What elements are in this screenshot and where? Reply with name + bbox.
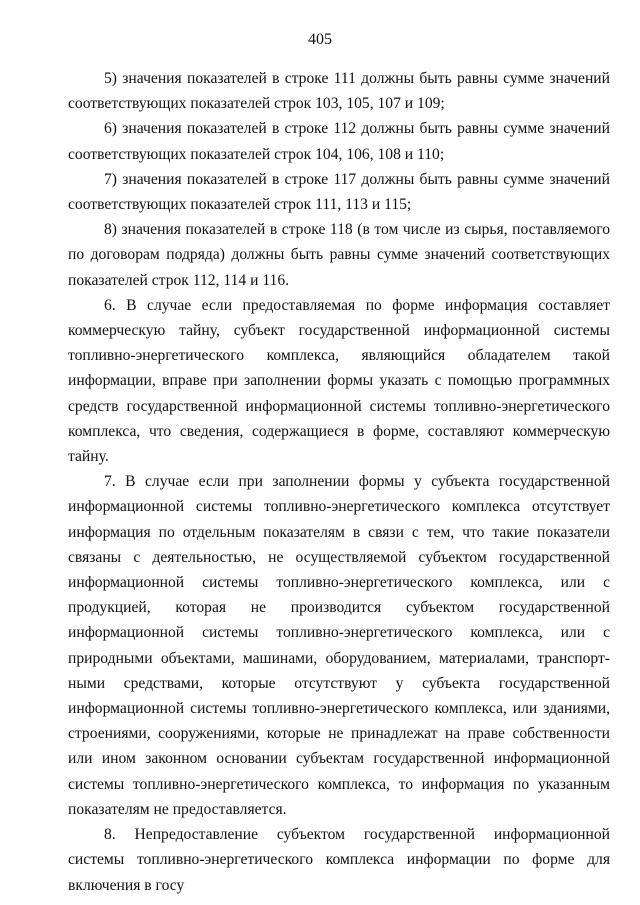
paragraph-item-5: 5) значения показателей в строке 111 должны быть равны сумме значений соответствующих показателей строк 103, 105, 107 и 109; [68, 70, 610, 113]
paragraph-clause-7: 7. В случае если при заполнении формы у субъекта государственной информационной системы топливно-энергетического комплекса отсутствует информация по отдельным показателям в связи с тем, что такие показатели связаны с деятельностью, не осуществляемой субъектом государственной информационной системы топливно-энергетического комплекса, или с продукцией, которая не производится субъектом государственной информационной системы топливно-энергетического комплекса, или с природными объектами, машинами, оборудованием, материалами, транспортными средствами, которые отсутствуют у субъекта государственной информационной системы топливно-энергетического комплекса, или зданиями, строениями, сооружениями, которые не принадлежат на праве собственности или ином законном основании субъектам государственной информационной системы топливно-энергетического комплекса, то информация по указанным показателям не предоставляется. [68, 473, 610, 818]
page-number: 405 [308, 31, 332, 48]
paragraph-item-6: 6) значения показателей в строке 112 должны быть равны сумме значений соответствующих показателей строк 104, 106, 108 и 110; [68, 120, 610, 163]
paragraph-clause-6: 6. В случае если предоставляемая по форме информация составляет коммерческую тайну, субъект государственной информационной системы топливно-энергетического комплекса, являющийся обладателем такой информации, вправе при заполнении формы указать с помощью программных средств государственной информационной системы топливно-энергетического комплекса, что сведения, содержащиеся в форме, составляют коммерческую тайну. [68, 296, 610, 466]
paragraph-clause-8: 8. Непредоставление субъектом государственной информационной системы топливно-энергетического комплекса информации по форме для включения в госу [68, 826, 610, 894]
paragraph-item-8: 8) значения показателей в строке 118 (в том числе из сырья, поставляемого по договорам подряда) должны быть равны сумме значений соответствующих показателей строк 112, 114 и 116. [68, 221, 610, 289]
paragraph-item-7: 7) значения показателей в строке 117 должны быть равны сумме значений соответствующих показателей строк 111, 113 и 115; [68, 170, 610, 214]
document-body [68, 66, 610, 898]
